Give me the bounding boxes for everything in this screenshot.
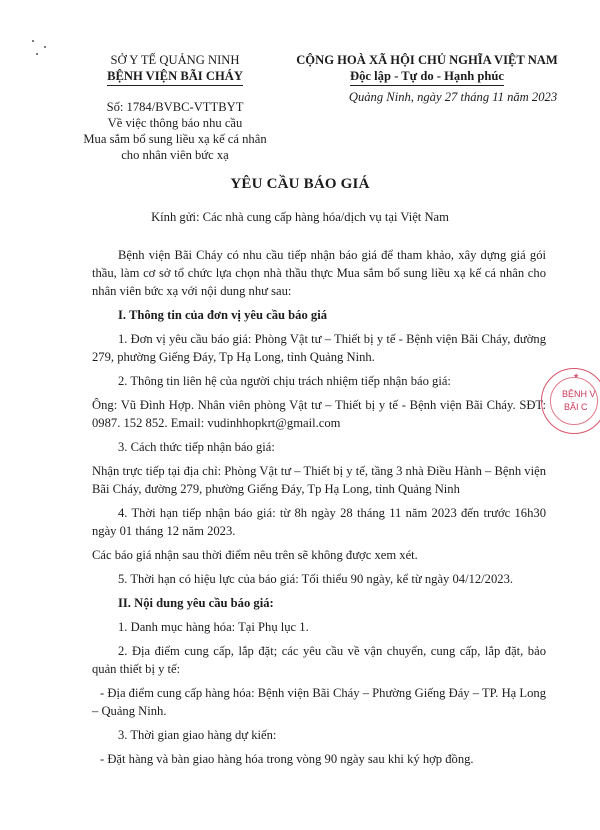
item-2-1: 1. Danh mục hàng hóa: Tại Phụ lục 1.	[118, 620, 309, 634]
scan-specks	[30, 38, 54, 58]
subject-line-1: Về việc thông báo nhu cầu	[107, 116, 243, 130]
place-date: Quảng Ninh, ngày 27 tháng 11 năm 2023	[348, 90, 558, 104]
hospital-name: BỆNH VIỆN BÃI CHÁY	[107, 68, 243, 86]
header-left-block	[70, 52, 280, 163]
header-right-block	[282, 52, 572, 86]
item-2-2: 2. Địa điểm cung cấp, lắp đặt; các yêu cầu về vận chuyển, cung cấp, lắp đặt, bảo quản thiết bị y tế:	[92, 644, 546, 676]
stamp-star-icon: ★	[573, 372, 580, 380]
red-stamp	[541, 368, 600, 434]
item-1-5: 5. Thời hạn có hiệu lực của báo giá: Tối thiểu 90 ngày, kể từ ngày 04/12/2023.	[118, 572, 514, 586]
org-name: SỞ Y TẾ QUẢNG NINH	[110, 53, 240, 67]
item-2-2-detail: - Địa điểm cung cấp hàng hóa: Bệnh viện Bãi Cháy – Phường Giếng Đáy – TP. Hạ Long – Quảng Ninh.	[92, 686, 546, 718]
document-number: Số: 1784/BVBC-VTTBYT	[106, 100, 244, 114]
item-1-2: 2. Thông tin liên hệ của người chịu trách nhiệm tiếp nhận báo giá:	[118, 374, 451, 388]
national-title: CỘNG HOÀ XÃ HỘI CHỦ NGHĨA VIỆT NAM	[296, 53, 558, 67]
item-2-3-detail: - Đặt hàng và bàn giao hàng hóa trong vòng 90 ngày sau khi ký hợp đồng.	[100, 752, 474, 766]
item-1-1: 1. Đơn vị yêu cầu báo giá: Phòng Vật tư – Thiết bị y tế - Bệnh viện Bãi Cháy, đường 279, phường Giếng Đáy, Tp Hạ Long, tỉnh Quảng Ninh.	[92, 332, 546, 364]
item-1-3: 3. Cách thức tiếp nhận báo giá:	[118, 440, 275, 454]
stamp-text-2: BÃI C	[564, 402, 588, 412]
section-2-heading: II. Nội dung yêu cầu báo giá:	[118, 596, 274, 610]
item-1-4: 4. Thời hạn tiếp nhận báo giá: từ 8h ngày 28 tháng 11 năm 2023 đến trước 16h30 ngày 01 tháng 12 năm 2023.	[92, 506, 546, 538]
section-1-heading: I. Thông tin của đơn vị yêu cầu báo giá	[118, 308, 327, 322]
national-motto: Độc lập - Tự do - Hạnh phúc	[350, 68, 504, 86]
subject-line-3: cho nhân viên bức xạ	[121, 148, 229, 162]
item-2-3: 3. Thời gian giao hàng dự kiến:	[118, 728, 277, 742]
document-body	[92, 246, 546, 768]
salutation: Kính gửi: Các nhà cung cấp hàng hóa/dịch vụ tại Việt Nam	[151, 210, 449, 224]
document-title: YÊU CẦU BÁO GIÁ	[230, 176, 370, 192]
item-1-3-detail: Nhận trực tiếp tại địa chỉ: Phòng Vật tư – Thiết bị y tế, tầng 3 nhà Điều Hành – Bệnh viện Bãi Cháy, đường 279, phường Giếng Đáy, Tp Hạ Long, tỉnh Quảng Ninh	[92, 464, 546, 496]
subject-line-2: Mua sắm bổ sung liều xạ kế cá nhân	[83, 132, 267, 146]
stamp-text-1: BỆNH V	[562, 389, 596, 399]
item-1-2-detail: Ông: Vũ Đình Hợp. Nhân viên phòng Vật tư – Thiết bị y tế - Bệnh viện Bãi Cháy. SĐT: 0987. 152 852. Email: vudinhhopkrt@gmail.com	[92, 398, 546, 430]
item-1-4-note: Các báo giá nhận sau thời điểm nêu trên sẽ không được xem xét.	[92, 548, 418, 562]
intro-paragraph: Bệnh viện Bãi Cháy có nhu cầu tiếp nhận báo giá để tham khảo, xây dựng giá gói thầu, làm cơ sở tổ chức lựa chọn nhà thầu thực Mua sắm bổ sung liều xạ kế cá nhân cho nhân viên bức xạ với nội dung như sau:	[92, 248, 546, 298]
